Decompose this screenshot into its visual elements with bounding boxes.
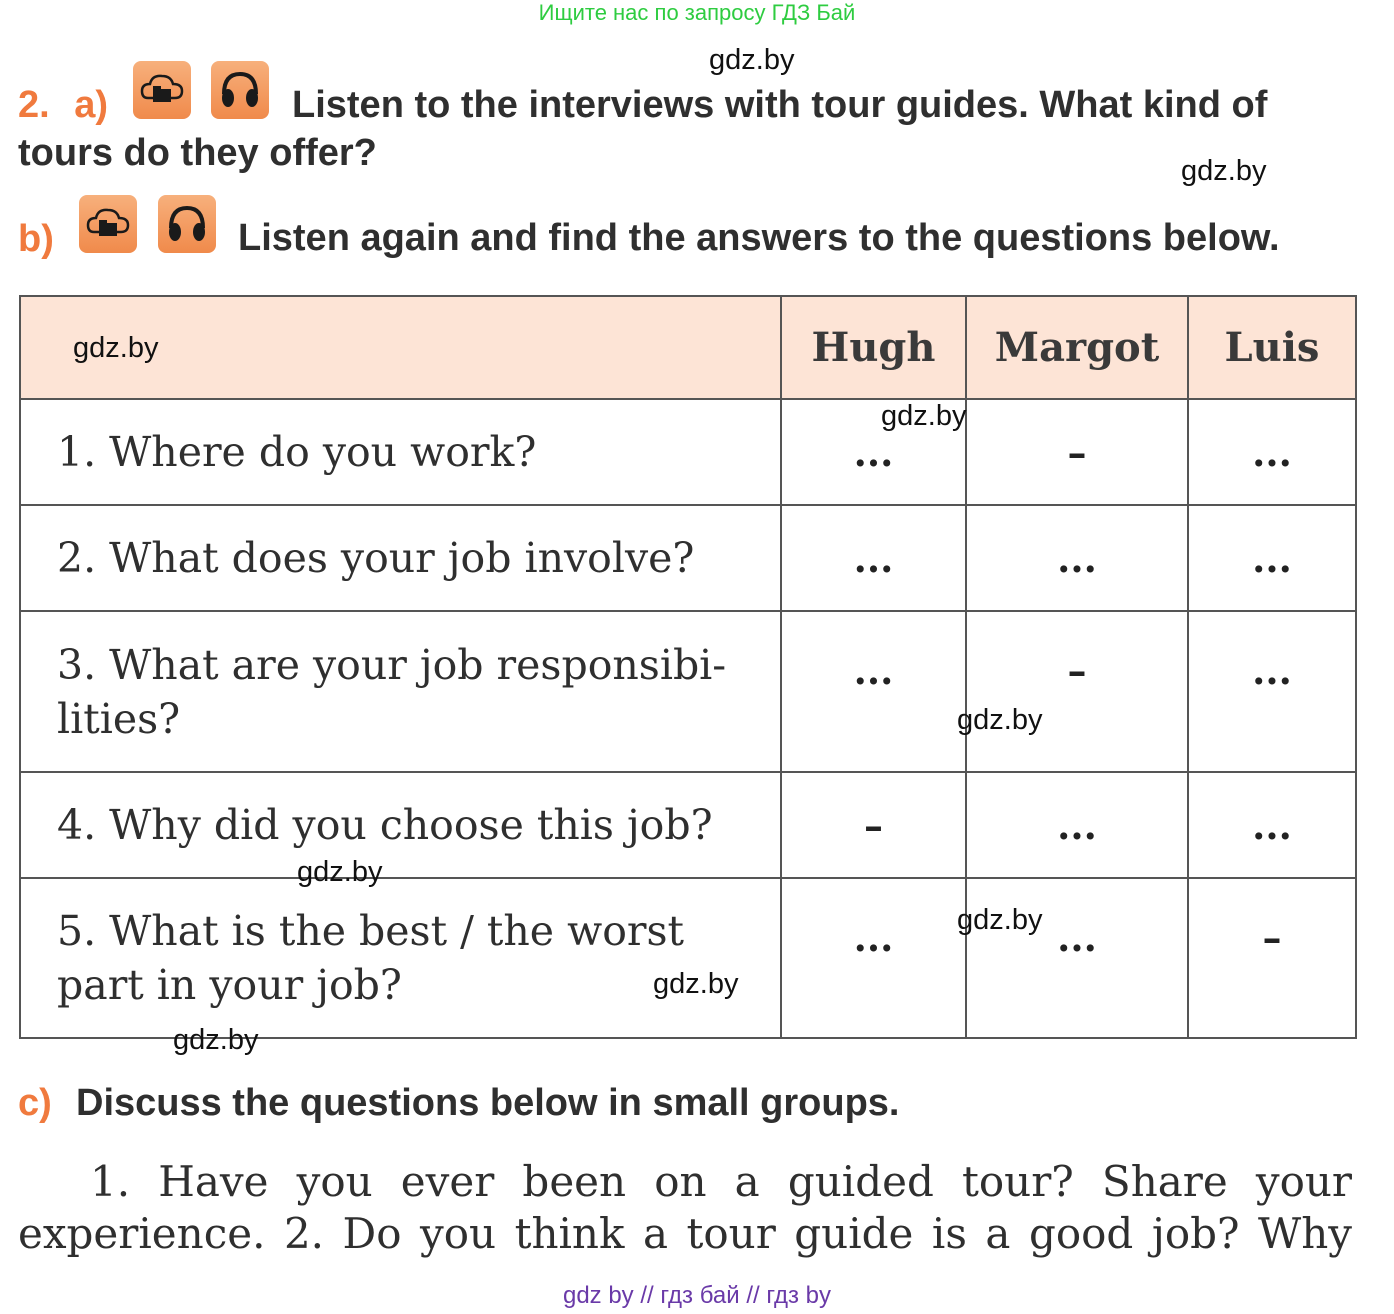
watermark: gdz.by xyxy=(73,332,159,364)
part-a-label: a) xyxy=(74,84,109,126)
part-c-label: c) xyxy=(18,1082,52,1124)
answer-cell: ... xyxy=(1188,772,1356,878)
top-banner[interactable]: Ищите нас по запросу ГДЗ Бай xyxy=(538,0,856,25)
part-b-text: Listen again and find the answers to the questions below. xyxy=(238,217,1280,259)
header-hugh: Hugh xyxy=(781,296,966,399)
table-row xyxy=(20,878,1356,1038)
watermark: gdz.by xyxy=(957,704,1043,736)
question-cell xyxy=(20,611,781,772)
answer-cell: – xyxy=(966,611,1188,772)
answer-cell: ... xyxy=(781,878,966,1038)
question-cell xyxy=(20,772,781,878)
answer-cell: ... xyxy=(781,399,966,505)
headphones-icon xyxy=(158,195,216,253)
part-c-text: Discuss the questions below in small groups. xyxy=(76,1082,900,1124)
watermark: gdz.by xyxy=(297,856,383,888)
part-a-text-line2: tours do they offer? xyxy=(18,132,377,174)
answer-cell: – xyxy=(966,399,1188,505)
answer-cell: ... xyxy=(781,505,966,611)
question-cell xyxy=(20,399,781,505)
watermark: gdz.by xyxy=(173,1024,259,1056)
watermark: gdz.by xyxy=(1181,155,1267,187)
cloud-folder-icon xyxy=(79,195,137,253)
answer-cell: – xyxy=(1188,878,1356,1038)
question-cell xyxy=(20,878,781,1038)
watermark: gdz.by xyxy=(709,44,795,76)
answer-cell: ... xyxy=(1188,611,1356,772)
answer-cell: ... xyxy=(966,878,1188,1038)
table-row xyxy=(20,611,1356,772)
answers-table xyxy=(19,295,1357,1039)
answer-cell: ... xyxy=(1188,505,1356,611)
question-text: 5. What is the best / the worst xyxy=(57,907,684,955)
answer-cell: – xyxy=(781,772,966,878)
table-row xyxy=(20,772,1356,878)
question-text-cont: lities? xyxy=(57,694,181,743)
header-margot: Margot xyxy=(966,296,1188,399)
discussion-line1: 1. Have you ever been on a guided tour? Share your xyxy=(90,1157,1352,1206)
question-text-cont: part in your job? xyxy=(57,961,402,1009)
answer-cell: ... xyxy=(781,611,966,772)
watermark: gdz.by xyxy=(881,400,967,432)
watermark: gdz.by xyxy=(957,904,1043,936)
question-text: 3. What are your job responsibi- xyxy=(57,640,727,689)
table-row xyxy=(20,399,1356,505)
question-text: 1. Where do you work? xyxy=(57,428,537,476)
exercise-number-text: 2. xyxy=(18,84,50,126)
question-text: 2. What does your job involve? xyxy=(57,534,695,582)
discussion-line2: experience. 2. Do you think a tour guide is a good job? Why xyxy=(18,1209,1352,1258)
watermark: gdz.by xyxy=(653,968,739,1000)
part-a-text-line1: Listen to the interviews with tour guides. What kind of xyxy=(292,84,1268,126)
question-cell xyxy=(20,505,781,611)
exercise-number xyxy=(18,84,108,127)
headphones-icon xyxy=(211,61,269,119)
table-header-row xyxy=(20,296,1356,399)
answer-cell: ... xyxy=(966,772,1188,878)
header-luis: Luis xyxy=(1188,296,1356,399)
footer-links[interactable]: gdz by // гдз бай // гдз by xyxy=(562,1282,832,1309)
part-b-label: b) xyxy=(18,218,54,260)
answer-cell: ... xyxy=(966,505,1188,611)
cloud-folder-icon xyxy=(133,61,191,119)
question-text: 4. Why did you choose this job? xyxy=(57,801,713,849)
answer-cell: ... xyxy=(1188,399,1356,505)
table-row xyxy=(20,505,1356,611)
